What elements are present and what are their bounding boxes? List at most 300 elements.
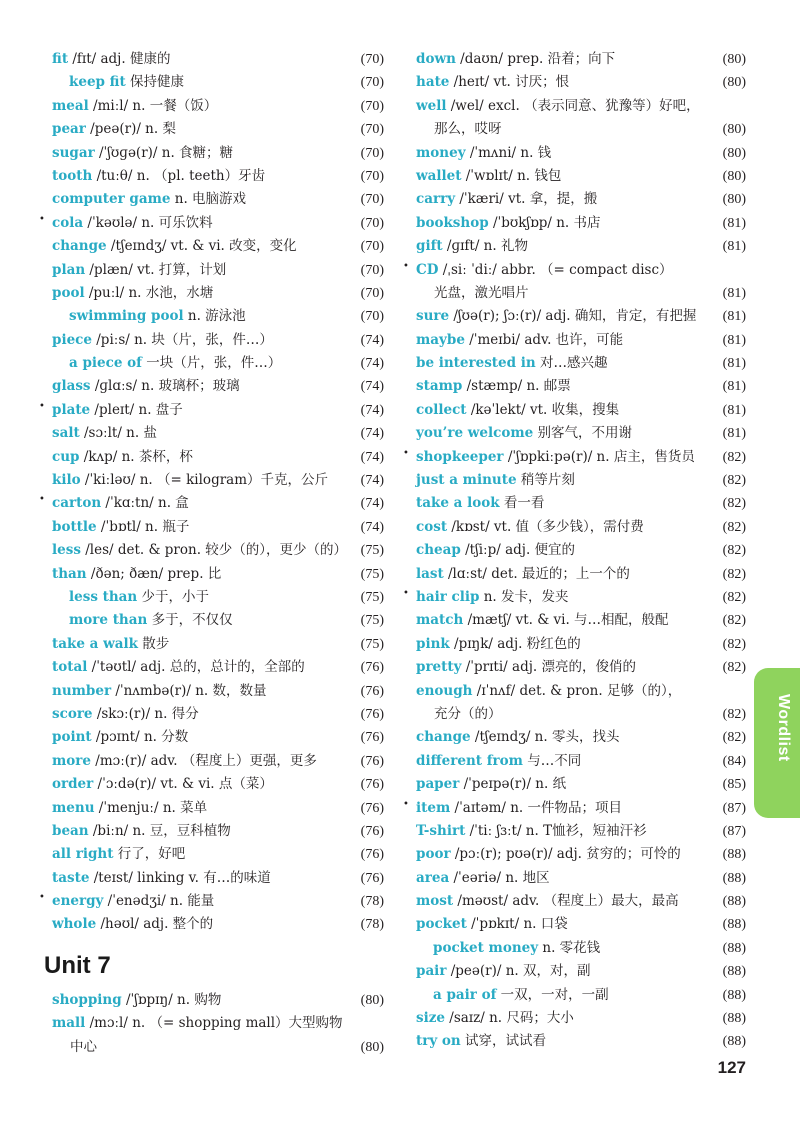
page-reference: (82) (722, 473, 746, 489)
word-entry (408, 867, 746, 890)
page-reference: (70) (360, 52, 384, 67)
word-entry (408, 516, 746, 539)
entry-body (416, 329, 623, 352)
entry-body (52, 820, 231, 843)
word-entry (408, 1030, 746, 1053)
page-reference: (88) (722, 940, 746, 956)
headword: score (52, 705, 93, 722)
definition: n. 零花钱 (538, 939, 601, 956)
word-entry (39, 492, 384, 515)
headword: item (416, 799, 451, 816)
star-marker-icon: • (39, 213, 45, 225)
page-reference: (80) (722, 168, 746, 184)
word-entry (408, 352, 746, 375)
definition: /ˌsiː ˈdiː/ abbr. （= compact disc） (438, 261, 673, 278)
side-tab-label: Wordlist (775, 694, 792, 762)
page-reference: (80) (722, 75, 746, 91)
entry-body (416, 563, 630, 586)
page-reference: (76) (360, 660, 384, 676)
entry-body (52, 282, 213, 305)
definition: n. 发卡，发夹 (479, 588, 569, 605)
page-reference: (81) (722, 215, 746, 231)
definition: 保持健康 (125, 74, 185, 91)
headword: you’re welcome (416, 425, 534, 442)
headword: try on (416, 1033, 461, 1050)
word-entry (44, 235, 384, 258)
definition: /ɡlɑːs/ n. 玻璃杯；玻璃 (90, 378, 240, 395)
definition: /daʊn/ prep. 沿着；向下 (455, 51, 616, 67)
word-entry (44, 329, 384, 352)
entry-body (52, 235, 297, 258)
entry-body (52, 469, 328, 492)
star-marker-icon: • (403, 798, 409, 810)
page-reference: (88) (722, 894, 746, 910)
page-reference: (76) (360, 753, 384, 769)
entry-body (52, 656, 305, 679)
entry-body (52, 1012, 343, 1035)
entry-body (52, 422, 157, 445)
entry-body (416, 867, 550, 890)
word-entry (408, 422, 746, 445)
page-reference: (76) (360, 777, 384, 793)
headword: cheap (416, 542, 461, 559)
headword: less (52, 542, 81, 559)
word-entry (44, 726, 384, 749)
word-entry (408, 890, 746, 913)
star-marker-icon: • (39, 892, 45, 904)
entry-body (52, 118, 176, 141)
headword: less than (69, 588, 138, 605)
headword: poor (416, 846, 451, 863)
entry-body (416, 305, 696, 328)
word-entry (408, 305, 746, 328)
entry-body (416, 422, 632, 445)
definition: 一块（片，张，件…） (141, 355, 282, 372)
page-reference: (70) (360, 285, 384, 301)
definition: /məʊst/ adv. （程度上）最大，最高 (453, 893, 679, 910)
headword: money (416, 144, 466, 161)
entry-body (52, 259, 226, 282)
page-reference: (80) (722, 145, 746, 161)
definition: /pɔɪnt/ n. 分数 (91, 729, 189, 746)
word-entry (408, 539, 746, 562)
entry-body (52, 703, 199, 726)
word-entry (44, 843, 384, 866)
definition: 光盘，激光唱片 (434, 284, 529, 301)
entry-body (416, 399, 619, 422)
word-entry (44, 539, 384, 562)
headword: cup (52, 448, 80, 465)
headword: wallet (416, 167, 462, 184)
word-entry (408, 913, 746, 936)
headword: meal (52, 97, 89, 114)
entry-body (416, 235, 528, 258)
word-entry (44, 820, 384, 843)
entry-body (416, 1030, 546, 1053)
definition: /ˈkiːləʊ/ n. （= kilogram）千克，公斤 (80, 472, 329, 489)
entry-body (416, 188, 597, 211)
headword: pretty (416, 659, 462, 676)
word-entry (44, 1036, 384, 1059)
entry-body (52, 492, 189, 515)
headword: change (52, 238, 107, 255)
page-reference: (70) (360, 75, 384, 91)
page-reference: (81) (722, 402, 746, 418)
entry-body (416, 492, 544, 515)
word-entry (408, 1007, 746, 1030)
headword: menu (52, 799, 95, 816)
page-reference: (88) (722, 847, 746, 863)
entry-body (416, 656, 636, 679)
page-reference: (70) (360, 309, 384, 325)
word-entry (408, 773, 746, 796)
headword: than (52, 565, 87, 582)
word-entry (44, 563, 384, 586)
headword: different from (416, 752, 523, 769)
page-reference: (76) (360, 800, 384, 816)
page-reference: (75) (360, 543, 384, 559)
word-entry (39, 399, 384, 422)
definition: /skɔː(r)/ n. 得分 (92, 705, 199, 722)
page-reference: (82) (722, 496, 746, 512)
definition: /ɡɪft/ n. 礼物 (442, 238, 528, 255)
entry-body (69, 609, 233, 632)
word-entry (408, 71, 746, 94)
headword: pear (52, 121, 86, 138)
entry-body (416, 1007, 574, 1030)
page-reference: (78) (360, 917, 384, 933)
definition: /sɔːlt/ n. 盐 (79, 425, 157, 442)
page-reference: (74) (360, 332, 384, 348)
word-entry (408, 563, 746, 586)
entry-body (52, 142, 233, 165)
entry-body (416, 633, 581, 656)
page-reference: (74) (360, 426, 384, 442)
definition: /tʃeɪndʒ/ vt. & vi. 改变，变化 (106, 238, 297, 255)
entry-body (52, 95, 217, 118)
definition: /puːl/ n. 水池，水塘 (84, 284, 214, 301)
word-entry (408, 726, 746, 749)
entry-body (416, 352, 608, 375)
word-entry (408, 656, 746, 679)
page-reference: (88) (722, 1034, 746, 1050)
definition: /teɪst/ linking v. 有…的味道 (89, 869, 271, 886)
entry-body (416, 750, 581, 773)
word-entry (408, 188, 746, 211)
headword: pocket money (433, 939, 539, 956)
entry-body (52, 516, 189, 539)
word-entry (408, 212, 746, 235)
definition: /ˈenədʒi/ n. 能量 (103, 893, 215, 910)
page-reference: (80) (360, 1039, 384, 1055)
word-entry (44, 165, 384, 188)
page-reference: (81) (722, 379, 746, 395)
headword: gift (416, 238, 443, 255)
headword: take a walk (52, 635, 138, 652)
page-reference: (75) (360, 589, 384, 605)
word-entry (44, 773, 384, 796)
entry-body (433, 984, 609, 1007)
entry-body (416, 890, 679, 913)
definition: /kɒst/ vt. 值（多少钱），需付费 (447, 518, 644, 535)
word-entry (408, 984, 746, 1007)
definition: /piːs/ n. 块（片，张，件…） (91, 331, 273, 348)
page-reference: (76) (360, 870, 384, 886)
word-entry (408, 820, 746, 843)
headword: bookshop (416, 214, 489, 231)
entry-body (416, 516, 644, 539)
entry-body (52, 989, 221, 1012)
headword: total (52, 659, 88, 676)
word-entry (408, 142, 746, 165)
left-column (39, 48, 384, 1059)
headword: pink (416, 635, 450, 652)
headword: CD (416, 261, 439, 278)
definition: 试穿，试试看 (460, 1033, 547, 1050)
headword: bean (52, 822, 89, 839)
headword: a pair of (433, 986, 497, 1003)
word-entry (408, 282, 746, 305)
headword: piece (52, 331, 92, 348)
definition: /ˈmenjuː/ n. 菜单 (94, 799, 208, 816)
entry-body (52, 680, 266, 703)
word-entry (44, 633, 384, 656)
entry-body (69, 305, 246, 328)
word-entry (44, 913, 384, 936)
page-reference: (87) (722, 800, 746, 816)
headword: pair (416, 963, 447, 980)
headword: sugar (52, 144, 95, 161)
page-reference: (70) (360, 122, 384, 138)
word-entry (44, 118, 384, 141)
page-reference: (82) (722, 730, 746, 746)
page-reference: (82) (722, 706, 746, 722)
entry-body (52, 399, 183, 422)
entry-body (52, 913, 213, 936)
page-reference: (82) (722, 613, 746, 629)
word-entry (39, 212, 384, 235)
page-reference: (88) (722, 1011, 746, 1027)
word-entry (408, 937, 746, 960)
definition: /tʃiːp/ adj. 便宜的 (460, 542, 576, 559)
definition: /ˈʃʊɡə(r)/ n. 食糖；糖 (94, 144, 234, 161)
headword: point (52, 729, 92, 746)
headword: shopkeeper (416, 448, 504, 465)
page-reference: (74) (360, 356, 384, 372)
headword: a piece of (69, 355, 142, 372)
definition: /ˈkəʊlə/ n. 可乐饮料 (83, 214, 213, 231)
entry-body (52, 48, 170, 71)
page-reference: (76) (360, 706, 384, 722)
entry-body (52, 726, 188, 749)
headword: shopping (52, 991, 122, 1008)
entry-body (52, 773, 273, 796)
page-reference: (87) (722, 823, 746, 839)
definition: 散步 (137, 635, 170, 652)
definition: /wel/ excl. （表示同意、犹豫等）好吧， (446, 97, 700, 114)
word-entry (44, 95, 384, 118)
entry-body (416, 446, 695, 469)
entry-body (416, 797, 622, 820)
headword: all right (52, 846, 114, 863)
headword: computer game (52, 191, 171, 208)
entry-body (416, 71, 569, 94)
page-reference: (82) (722, 660, 746, 676)
definition: /mætʃ/ vt. & vi. 与…相配，般配 (463, 612, 669, 629)
word-entry (408, 235, 746, 258)
entry-body (52, 188, 246, 211)
definition: /peə(r)/ n. 双，对，副 (446, 963, 591, 980)
star-marker-icon: • (403, 260, 409, 272)
entry-body (52, 750, 317, 773)
definition: /peə(r)/ n. 梨 (85, 121, 176, 138)
entry-body (70, 1036, 97, 1059)
entry-body (69, 71, 184, 94)
definition: 别客气，不用谢 (533, 425, 632, 442)
word-entry (44, 352, 384, 375)
headword: well (416, 97, 447, 114)
word-entry (44, 469, 384, 492)
word-entry (408, 750, 746, 773)
word-entry (44, 188, 384, 211)
page-reference: (74) (360, 449, 384, 465)
headword: energy (52, 893, 104, 910)
definition: /stæmp/ n. 邮票 (462, 378, 571, 395)
headword: hair clip (416, 588, 480, 605)
word-entry (44, 867, 384, 890)
headword: mall (52, 1015, 86, 1032)
page-reference: (88) (722, 987, 746, 1003)
word-entry (44, 703, 384, 726)
headword: paper (416, 776, 460, 793)
page-reference: (75) (360, 566, 384, 582)
definition: /kəˈlekt/ vt. 收集，搜集 (466, 401, 620, 418)
headword: take a look (416, 495, 500, 512)
word-entry (44, 586, 384, 609)
page-reference: (76) (360, 847, 384, 863)
headword: cost (416, 518, 448, 535)
word-entry (408, 960, 746, 983)
wordlist-side-tab (754, 668, 800, 818)
entry-body (52, 890, 214, 913)
entry-body (52, 633, 169, 656)
page-reference: (70) (360, 145, 384, 161)
headword: carry (416, 191, 456, 208)
headword: most (416, 893, 454, 910)
headword: size (416, 1010, 445, 1027)
definition: /les/ det. & pron. 较少（的），更少（的） (80, 542, 348, 559)
definition: /ˈnʌmbə(r)/ n. 数，数量 (111, 682, 267, 699)
page-reference: (84) (722, 753, 746, 769)
entry-body (52, 446, 193, 469)
word-entry (408, 329, 746, 352)
definition: 多于，不仅仅 (147, 612, 233, 629)
page-reference: (82) (722, 589, 746, 605)
headword: match (416, 612, 464, 629)
entry-body (416, 48, 615, 71)
word-entry (44, 446, 384, 469)
entry-body (52, 797, 207, 820)
word-entry (408, 703, 746, 726)
page-reference: (82) (722, 449, 746, 465)
word-entry (44, 422, 384, 445)
entry-body (52, 375, 240, 398)
right-column (403, 48, 746, 1054)
definition: /ˈaɪtəm/ n. 一件物品；项目 (450, 799, 622, 816)
entry-body (416, 680, 681, 703)
word-entry (44, 142, 384, 165)
headword: just a minute (416, 472, 517, 489)
page-reference: (88) (722, 917, 746, 933)
definition: /mɔː(r)/ adv. （程度上）更强，更多 (91, 752, 317, 769)
page-reference: (85) (722, 777, 746, 793)
headword: swimming pool (69, 308, 184, 325)
definition: /ˈkɑːtn/ n. 盒 (101, 495, 189, 512)
definition: 行了，好吧 (113, 846, 186, 863)
headword: number (52, 682, 112, 699)
headword: plate (52, 401, 91, 418)
definition: /heɪt/ vt. 讨厌；恨 (449, 74, 570, 91)
word-entry (44, 656, 384, 679)
definition: /pɪŋk/ adj. 粉红色的 (449, 635, 581, 652)
word-entry (403, 586, 746, 609)
page-reference: (81) (722, 285, 746, 301)
definition: /ˈprɪti/ adj. 漂亮的，俊俏的 (461, 659, 636, 676)
headword: bottle (52, 518, 97, 535)
definition: /saɪz/ n. 尺码；大小 (444, 1010, 574, 1027)
definition: /ˈtəʊtl/ adj. 总的，总计的，全部的 (87, 659, 305, 676)
definition: /ˈeəriə/ n. 地区 (449, 869, 550, 886)
definition: /ˈʃɒpɪŋ/ n. 购物 (121, 991, 222, 1008)
entry-body (52, 212, 213, 235)
definition: 那么，哎呀 (434, 121, 502, 138)
page-reference: (81) (722, 356, 746, 372)
page-reference: (81) (722, 426, 746, 442)
entry-body (416, 375, 571, 398)
word-entry (44, 989, 384, 1012)
definition: /tʃeɪndʒ/ n. 零头，找头 (470, 729, 620, 746)
word-entry (44, 680, 384, 703)
definition: /ˈʃɒpkiːpə(r)/ n. 店主，售货员 (503, 448, 695, 465)
headword: fit (52, 51, 69, 67)
word-entry (408, 95, 746, 118)
page-reference: (80) (722, 122, 746, 138)
star-marker-icon: • (39, 494, 45, 506)
word-entry (44, 71, 384, 94)
headword: enough (416, 682, 473, 699)
unit-title: Unit 7 (44, 951, 111, 979)
entry-body (416, 259, 673, 282)
definition: /ˈkæri/ vt. 拿，提，搬 (455, 191, 598, 208)
entry-body (416, 609, 669, 632)
entry-body (416, 960, 591, 983)
definition: 充分（的） (434, 705, 502, 722)
page-reference: (74) (360, 496, 384, 512)
definition: /ðən; ðæn/ prep. 比 (86, 565, 222, 582)
entry-body (434, 282, 529, 305)
page-reference: (88) (722, 964, 746, 980)
headword: keep fit (69, 74, 126, 91)
definition: /pɔː(r); pʊə(r)/ adj. 贫穷的；可怜的 (450, 846, 681, 863)
word-entry (408, 633, 746, 656)
definition: 对…感兴趣 (535, 355, 608, 372)
word-entry (408, 375, 746, 398)
word-entry (403, 446, 746, 469)
headword: hate (416, 74, 450, 91)
entry-body (416, 820, 647, 843)
definition: /ˈpɒkɪt/ n. 口袋 (466, 916, 568, 933)
entry-body (416, 726, 619, 749)
